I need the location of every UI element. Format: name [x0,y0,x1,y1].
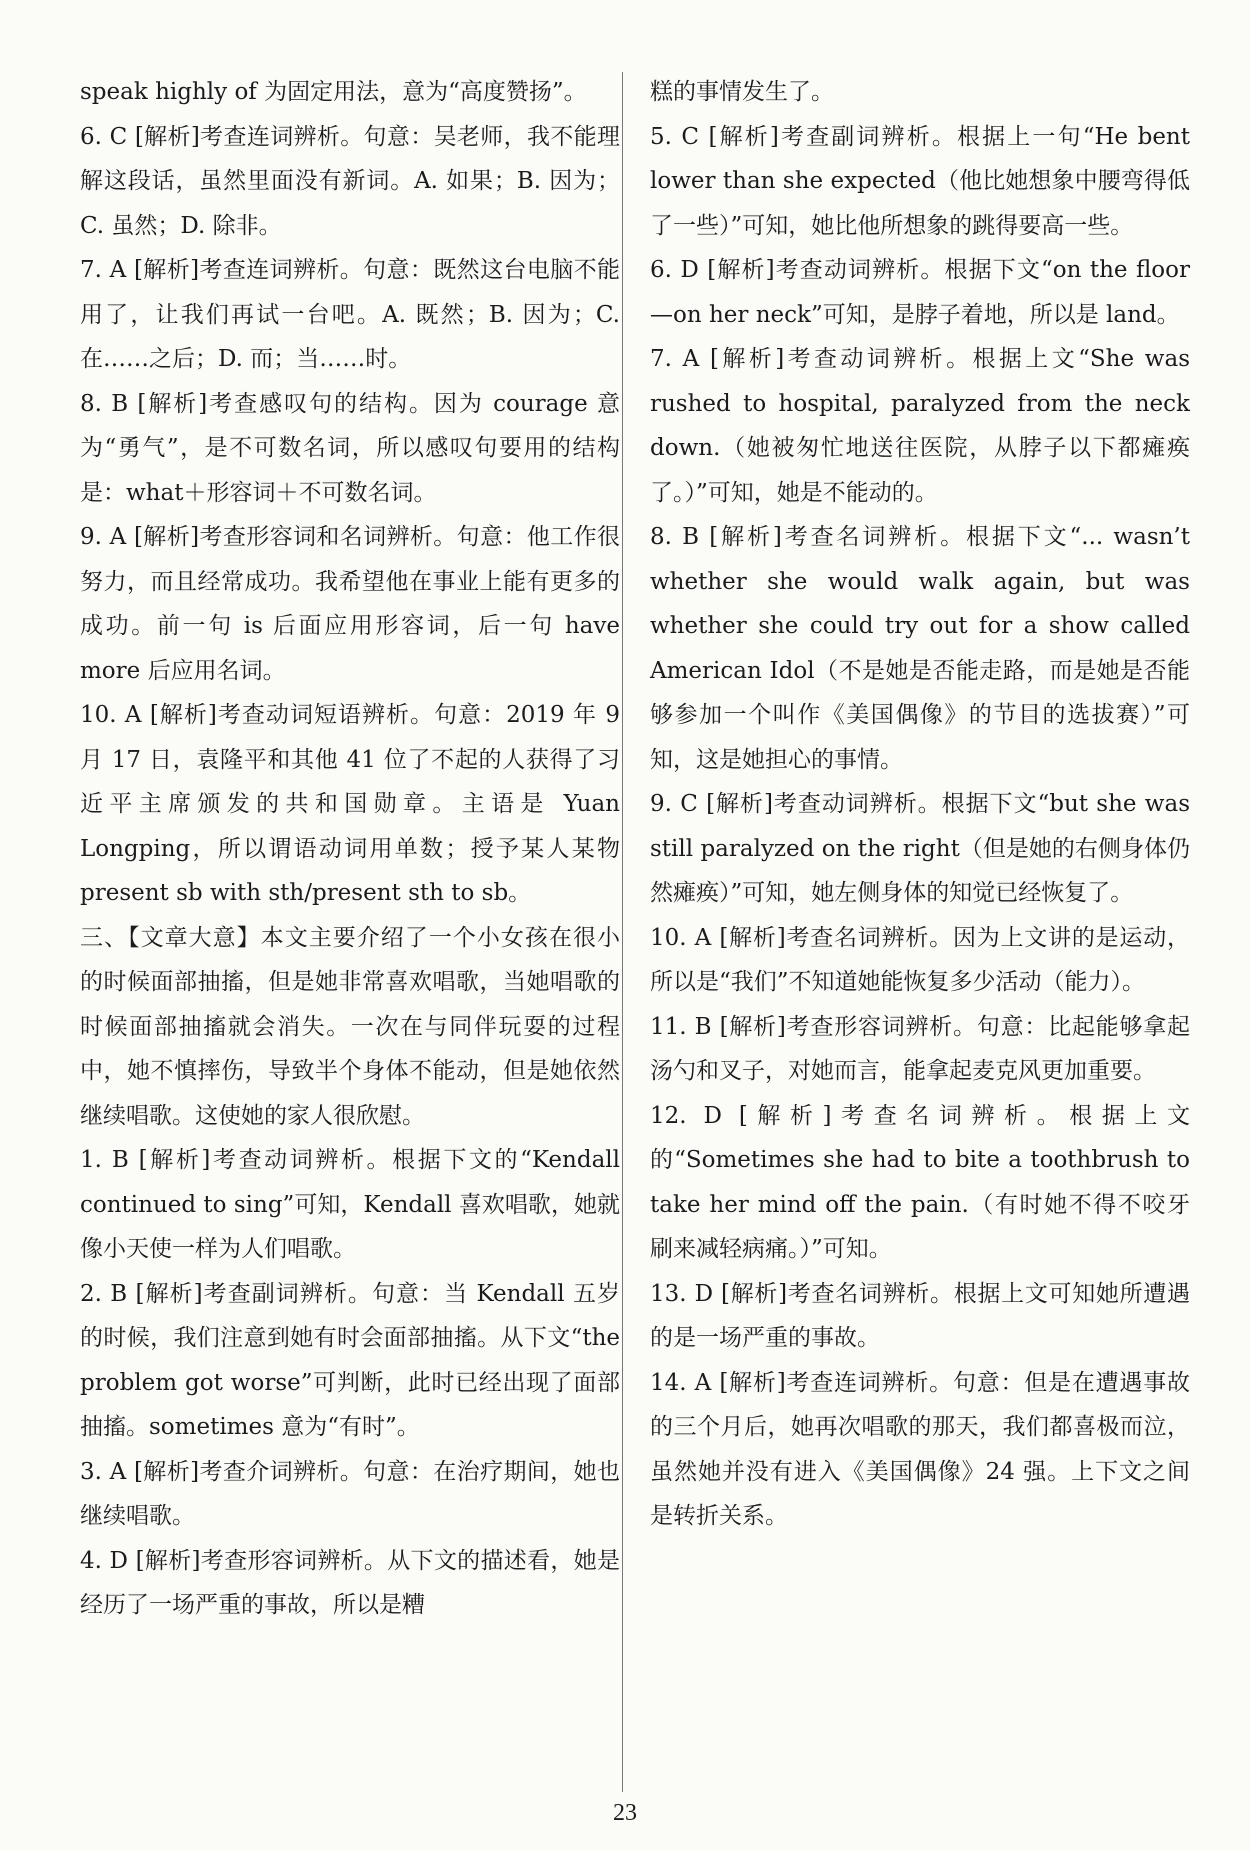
right-para-4: 8. B [解析]考查名词辨析。根据下文“... wasn’t whether she would walk again, but was whether she could try out for a show called American Idol（不是她是否能走路，而是她是否能够参加一个叫作《美国偶像》的节目的选拔赛）”可知，这是她担心的事情。 [650,524,1190,773]
left-para-5: 10. A [解析]考查动词短语辨析。句意：2019 年 9 月 17 日，袁隆平和其他 41 位了不起的人获得了习近平主席颁发的共和国勋章。主语是 Yuan Longping，所以谓语动词用单数；授予某人某物 present sb with sth/present sth to sb。 [80,702,620,906]
right-para-9: 13. D [解析]考查名词辨析。根据上文可知她所遭遇的是一场严重的事故。 [650,1280,1190,1351]
left-para-8: 2. B [解析]考查副词辨析。句意：当 Kendall 五岁的时候，我们注意到她有时会面部抽搐。从下文“the problem got worse”可判断，此时已经出现了面部抽搐。sometimes 意为“有时”。 [80,1280,620,1440]
left-para-9: 3. A [解析]考查介词辨析。句意：在治疗期间，她也继续唱歌。 [80,1458,620,1529]
right-para-5: 9. C [解析]考查动词辨析。根据下文“but she was still paralyzed on the right（但是她的右侧身体仍然瘫痪）”可知，她左侧身体的知觉已经恢复了。 [650,791,1190,906]
right-para-8: 12. D [解析]考查名词辨析。根据上文的“Sometimes she had to bite a toothbrush to take her mind off the pain.（有时她不得不咬牙刷来减轻病痛。）”可知。 [650,1102,1190,1262]
right-para-1: 5. C [解析]考查副词辨析。根据上一句“He bent lower than she expected（他比她想象中腰弯得低了一些）”可知，她比他所想象的跳得要高一些。 [650,123,1190,239]
page-number: 23 [613,1800,637,1826]
left-para-10: 4. D [解析]考查形容词辨析。从下文的描述看，她是经历了一场严重的事故，所以是糟 [80,1547,620,1618]
left-para-1: 6. C [解析]考查连词辨析。句意：吴老师，我不能理解这段话，虽然里面没有新词。A. 如果；B. 因为；C. 虽然；D. 除非。 [80,123,620,239]
right-para-7: 11. B [解析]考查形容词辨析。句意：比起能够拿起汤勺和叉子，对她而言，能拿起麦克风更加重要。 [650,1013,1190,1084]
left-column [80,70,620,1628]
left-para-0: speak highly of 为固定用法，意为“高度赞扬”。 [80,79,587,105]
left-para-6: 三、【文章大意】本文主要介绍了一个小女孩在很小的时候面部抽搐，但是她非常喜欢唱歌，当她唱歌的时候面部抽搐就会消失。一次在与同伴玩耍的过程中，她不慎摔伤，导致半个身体不能动，但是她依然继续唱歌。这使她的家人很欣慰。 [80,924,620,1129]
left-para-2: 7. A [解析]考查连词辨析。句意：既然这台电脑不能用了，让我们再试一台吧。A. 既然；B. 因为；C. 在……之后；D. 而；当……时。 [80,257,620,372]
right-para-3: 7. A [解析]考查动词辨析。根据上文“She was rushed to hospital, paralyzed from the neck down.（她被匆忙地送往医院，从脖子以下都瘫痪了。）”可知，她是不能动的。 [650,346,1190,506]
right-column [650,70,1190,1539]
left-para-4: 9. A [解析]考查形容词和名词辨析。句意：他工作很努力，而且经常成功。我希望他在事业上能有更多的成功。前一句 is 后面应用形容词，后一句 have more 后应用名词。 [80,524,620,684]
right-para-6: 10. A [解析]考查名词辨析。因为上文讲的是运动，所以是“我们”不知道她能恢复多少活动（能力）。 [650,924,1190,995]
left-para-7: 1. B [解析]考查动词辨析。根据下文的“Kendall continued to sing”可知，Kendall 喜欢唱歌，她就像小天使一样为人们唱歌。 [80,1147,620,1262]
right-para-0: 糕的事情发生了。 [650,79,834,105]
column-divider [622,72,623,1792]
right-para-2: 6. D [解析]考查动词辨析。根据下文“on the floor—on her neck”可知，是脖子着地，所以是 land。 [650,257,1190,328]
left-para-3: 8. B [解析]考查感叹句的结构。因为 courage 意为“勇气”，是不可数名词，所以感叹句要用的结构是：what＋形容词＋不可数名词。 [80,390,620,506]
right-para-10: 14. A [解析]考查连词辨析。句意：但是在遭遇事故的三个月后，她再次唱歌的那天，我们都喜极而泣，虽然她并没有进入《美国偶像》24 强。上下文之间是转折关系。 [650,1369,1190,1529]
